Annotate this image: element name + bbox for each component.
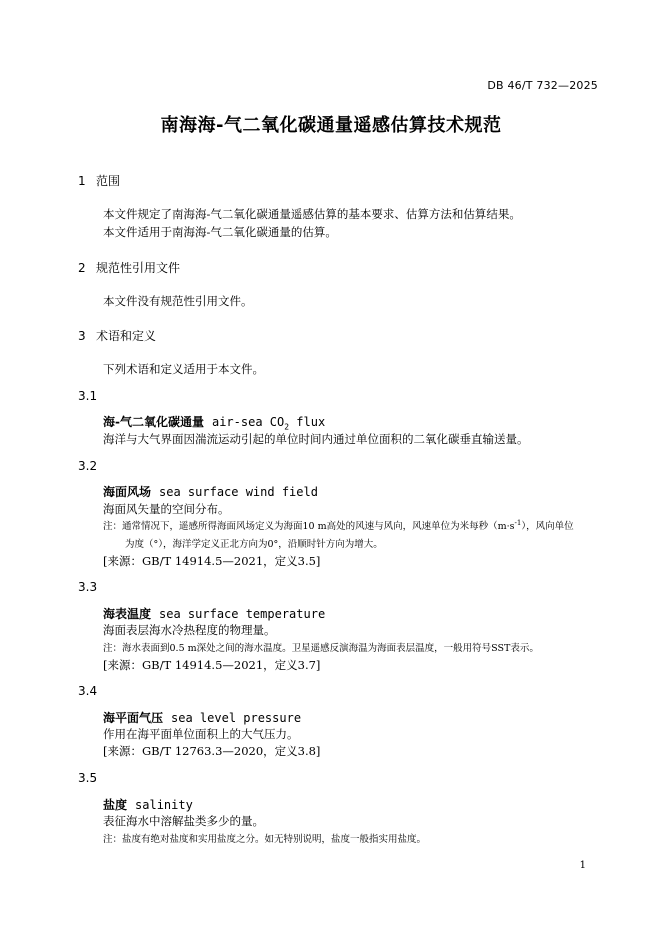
term-name-zh: 海表温度 xyxy=(103,607,152,621)
term-name-zh: 海面风场 xyxy=(103,485,152,499)
term-heading xyxy=(103,796,193,813)
term-number: 3.4 xyxy=(78,684,98,698)
section-number: 2 xyxy=(78,261,86,275)
term-note-continued: 为度（°），海洋学定义正北方向为0°，沿顺时针方向为增大。 xyxy=(125,539,383,550)
term-source: [来源：GB/T 14914.5—2021，定义3.5] xyxy=(103,554,321,568)
paragraph: 本文件规定了南海海-气二氧化碳通量遥感估算的基本要求、估算方法和估算结果。 xyxy=(103,207,521,221)
term-source: [来源：GB/T 14914.5—2021，定义3.7] xyxy=(103,658,321,672)
term-name-zh: 海-气二氧化碳通量 xyxy=(103,415,204,429)
term-number: 3.2 xyxy=(78,459,98,473)
section-number: 1 xyxy=(78,174,86,188)
paragraph: 本文件没有规范性引用文件。 xyxy=(103,294,253,308)
term-definition: 海洋与大气界面因湍流运动引起的单位时间内通过单位面积的二氧化碳垂直输送量。 xyxy=(103,432,529,446)
term-heading xyxy=(103,483,318,500)
paragraph: 本文件适用于南海海-气二氧化碳通量的估算。 xyxy=(103,225,337,239)
term-note: 注：通常情况下，遥感所得海面风场定义为海面10 m高处的风速与风向，风速单位为米每秒$(m\cdot s^{-1})$，风向单位 xyxy=(103,518,574,532)
section-heading-terms xyxy=(78,327,156,344)
section-heading-scope xyxy=(78,172,120,189)
document-title: 南海海-气二氧化碳通量遥感估算技术规范 xyxy=(160,115,502,136)
term-note: 注：盐度有绝对盐度和实用盐度之分。如无特别说明，盐度一般指实用盐度。 xyxy=(103,834,427,845)
term-name-en: sea level pressure xyxy=(171,711,302,725)
section-number: 3 xyxy=(78,329,86,343)
term-note: 注：海水表面到0.5 m深处之间的海水温度。卫星遥感反演海温为海面表层温度，一般用符号SST表示。 xyxy=(103,643,539,654)
term-number: 3.3 xyxy=(78,580,98,594)
term-number: 3.1 xyxy=(78,389,98,403)
section-heading-normative-references xyxy=(78,259,180,276)
term-name-en: sea surface temperature xyxy=(159,607,326,621)
term-name-zh: 海平面气压 xyxy=(103,711,164,725)
term-definition: 海面风矢量的空间分布。 xyxy=(103,502,230,516)
term-heading xyxy=(103,709,301,726)
document-code: DB 46/T 732—2025 xyxy=(487,79,598,92)
term-name-zh: 盐度 xyxy=(103,798,128,812)
term-source: [来源：GB/T 12763.3—2020，定义3.8] xyxy=(103,744,321,758)
term-heading xyxy=(103,413,325,431)
term-name-en: sea surface wind field xyxy=(159,485,318,499)
section-title: 范围 xyxy=(96,174,121,188)
term-definition: 海面表层海水冷热程度的物理量。 xyxy=(103,623,276,637)
term-definition: 作用在海平面单位面积上的大气压力。 xyxy=(103,727,299,741)
section-title: 术语和定义 xyxy=(96,329,157,343)
paragraph: 下列术语和定义适用于本文件。 xyxy=(103,362,264,376)
page-number: 1 xyxy=(579,860,586,871)
section-title: 规范性引用文件 xyxy=(96,261,181,275)
term-definition: 表征海水中溶解盐类多少的量。 xyxy=(103,814,264,828)
term-name-en: air-sea $CO_2$ flux xyxy=(211,415,326,432)
term-name-en: salinity xyxy=(135,798,193,812)
term-heading xyxy=(103,605,325,622)
term-number: 3.5 xyxy=(78,771,98,785)
